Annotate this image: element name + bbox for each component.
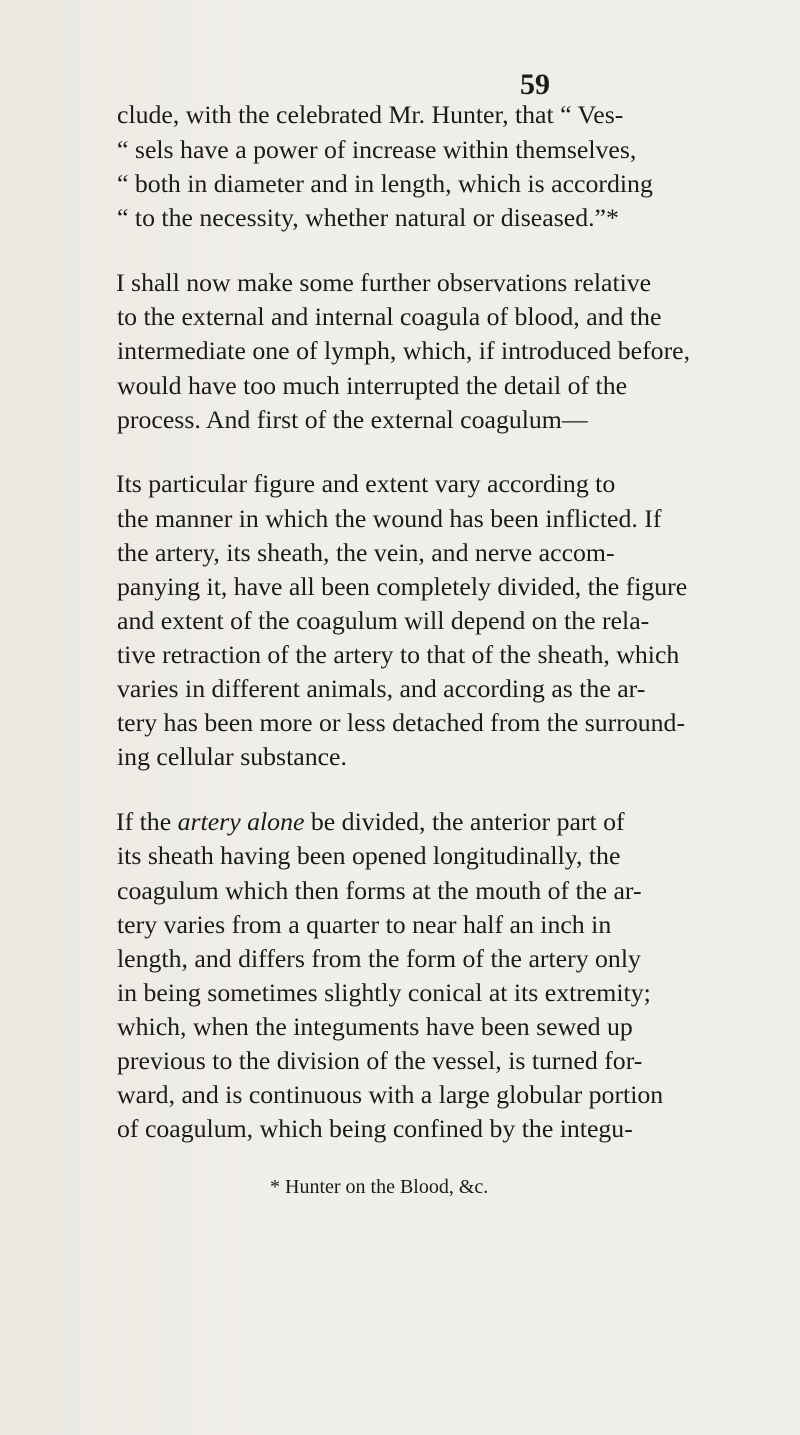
text-line: clude, with the celebrated Mr. Hunter, that “ Ves- <box>117 100 624 129</box>
text-run: If the <box>116 807 178 836</box>
text-line: ward, and is continuous with a large globular portion <box>117 1080 664 1109</box>
text-line: I shall now make some further observations relative <box>116 268 652 297</box>
text-line: would have too much interrupted the detail of the <box>117 371 628 400</box>
text-line: previous to the division of the vessel, is turned for- <box>117 1046 643 1075</box>
text-line: tive retraction of the artery to that of the sheath, which <box>117 640 680 669</box>
text-line-with-italic <box>116 805 625 839</box>
text-run: be divided, the anterior part of <box>304 807 625 836</box>
text-line: panying it, have all been completely divided, the figure <box>117 572 688 601</box>
text-line: “ to the necessity, whether natural or diseased.”* <box>117 203 619 232</box>
text-line: intermediate one of lymph, which, if introduced before, <box>117 336 691 365</box>
text-line: length, and differs from the form of the artery only <box>117 944 641 973</box>
text-line: to the external and internal coagula of blood, and the <box>117 302 662 331</box>
text-line: the manner in which the wound has been inflicted. If <box>117 504 662 533</box>
text-line: of coagulum, which being confined by the integu- <box>117 1114 633 1143</box>
text-line: Its particular figure and extent vary according to <box>116 469 616 498</box>
text-line: “ sels have a power of increase within themselves, <box>117 135 637 164</box>
text-line: tery has been more or less detached from the surround- <box>117 708 686 737</box>
text-line: tery varies from a quarter to near half an inch in <box>117 910 612 939</box>
text-line: the artery, its sheath, the vein, and nerve accom- <box>117 538 615 567</box>
text-line: and extent of the coagulum will depend on the rela- <box>117 606 650 635</box>
page-number: 59 <box>520 68 550 101</box>
text-line: process. And first of the external coagulum— <box>117 405 588 434</box>
italic-phrase: artery alone <box>177 807 305 836</box>
text-line: in being sometimes slightly conical at its extremity; <box>117 978 651 1007</box>
text-line: which, when the integuments have been sewed up <box>117 1012 633 1041</box>
text-line: its sheath having been opened longitudinally, the <box>117 841 621 870</box>
text-line: varies in different animals, and according as the ar- <box>117 674 646 703</box>
text-line: “ both in diameter and in length, which is according <box>117 169 653 198</box>
text-line: ing cellular substance. <box>117 742 347 771</box>
footnote: * Hunter on the Blood, &c. <box>270 1176 489 1198</box>
text-line: coagulum which then forms at the mouth of the ar- <box>117 876 642 905</box>
